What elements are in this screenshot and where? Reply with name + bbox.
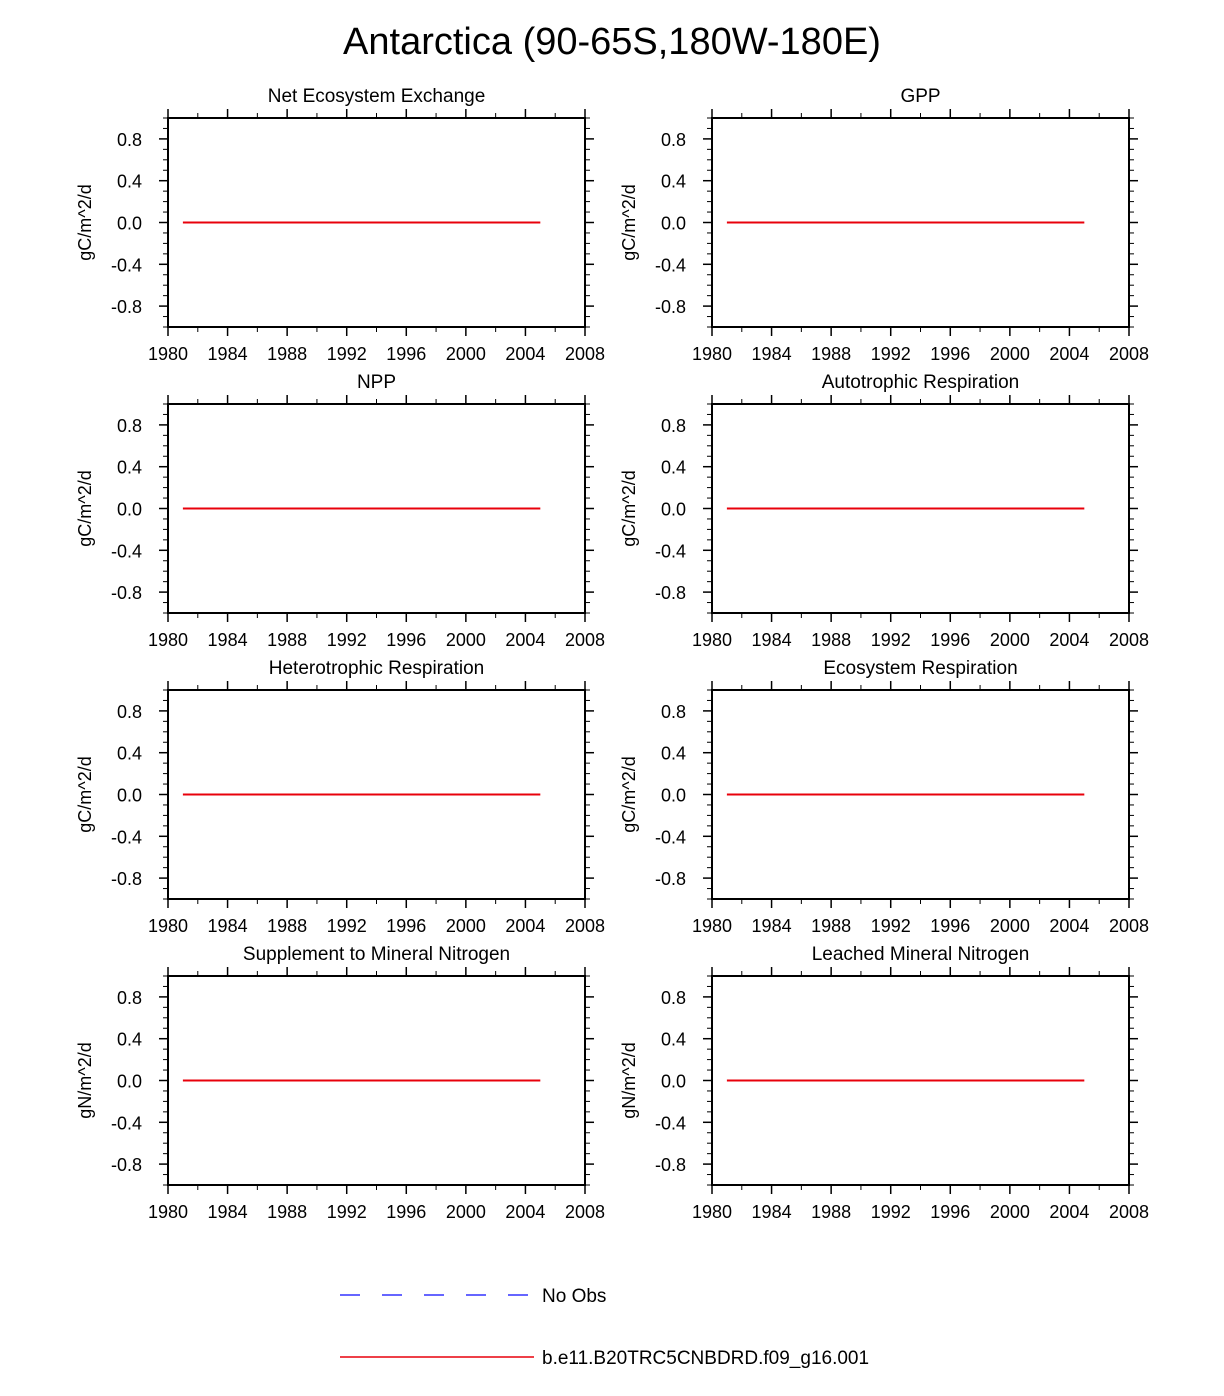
panels bbox=[75, 86, 1149, 1222]
x-tick-label: 1988 bbox=[267, 630, 308, 650]
y-axis-label: gC/m^2/d bbox=[619, 470, 639, 547]
panel-title: Ecosystem Respiration bbox=[823, 658, 1018, 679]
y-tick-label: 0.8 bbox=[660, 987, 686, 1008]
x-tick-label: 1980 bbox=[147, 1202, 189, 1222]
y-tick-label: 0.0 bbox=[660, 1071, 686, 1092]
y-axis-label: gC/m^2/d bbox=[619, 756, 639, 833]
y-tick-label: 0.4 bbox=[660, 457, 686, 478]
x-tick-label: 1980 bbox=[691, 630, 733, 650]
x-tick-label: 1980 bbox=[691, 344, 733, 364]
panel-title: NPP bbox=[356, 372, 397, 393]
x-tick-label: 1984 bbox=[751, 630, 792, 650]
x-tick-label: 2000 bbox=[445, 630, 486, 650]
panel-5 bbox=[75, 658, 605, 936]
x-tick-label: 1984 bbox=[751, 916, 792, 936]
panel-3 bbox=[75, 372, 605, 650]
x-tick-label: 1992 bbox=[870, 1202, 911, 1222]
panel-6 bbox=[619, 658, 1149, 936]
x-tick-label: 2000 bbox=[989, 1202, 1030, 1222]
panel-7 bbox=[75, 944, 605, 1222]
x-tick-label: 1992 bbox=[326, 630, 367, 650]
y-tick-label: -0.8 bbox=[654, 869, 686, 890]
x-tick-label: 1980 bbox=[691, 916, 733, 936]
x-tick-label: 1988 bbox=[811, 1202, 852, 1222]
y-tick-label: -0.8 bbox=[110, 1155, 142, 1176]
y-axis-label: gC/m^2/d bbox=[75, 470, 95, 547]
x-tick-label: 1984 bbox=[207, 916, 248, 936]
y-tick-label: 0.8 bbox=[660, 129, 686, 150]
y-tick-label: 0.0 bbox=[116, 785, 142, 806]
x-tick-label: 2000 bbox=[445, 1202, 486, 1222]
x-tick-label: 1992 bbox=[326, 344, 367, 364]
y-tick-label: -0.8 bbox=[654, 1155, 686, 1176]
x-tick-label: 2008 bbox=[564, 344, 606, 364]
panel-8 bbox=[619, 944, 1149, 1222]
x-tick-label: 1996 bbox=[930, 1202, 971, 1222]
x-tick-label: 1984 bbox=[207, 1202, 248, 1222]
x-tick-label: 2008 bbox=[1108, 344, 1150, 364]
y-tick-label: 0.4 bbox=[660, 743, 686, 764]
x-tick-label: 1984 bbox=[751, 1202, 792, 1222]
panel-title: Supplement to Mineral Nitrogen bbox=[242, 944, 511, 965]
x-tick-label: 1992 bbox=[326, 916, 367, 936]
x-tick-label: 2008 bbox=[564, 916, 606, 936]
y-tick-label: 0.0 bbox=[116, 213, 142, 234]
y-tick-label: -0.8 bbox=[110, 869, 142, 890]
y-tick-label: 0.8 bbox=[116, 415, 142, 436]
x-tick-label: 1980 bbox=[147, 916, 189, 936]
y-tick-label: 0.4 bbox=[660, 1029, 686, 1050]
y-tick-label: 0.8 bbox=[660, 415, 686, 436]
x-tick-label: 1996 bbox=[386, 344, 427, 364]
x-tick-label: 1996 bbox=[930, 344, 971, 364]
y-axis-label: gC/m^2/d bbox=[75, 184, 95, 261]
x-tick-label: 1996 bbox=[930, 630, 971, 650]
x-tick-label: 1988 bbox=[811, 916, 852, 936]
x-tick-label: 2000 bbox=[445, 916, 486, 936]
y-tick-label: 0.8 bbox=[116, 701, 142, 722]
x-tick-label: 1988 bbox=[267, 916, 308, 936]
panel-1 bbox=[75, 86, 605, 364]
x-tick-label: 1988 bbox=[811, 344, 852, 364]
x-tick-label: 1988 bbox=[267, 344, 308, 364]
x-tick-label: 1992 bbox=[870, 344, 911, 364]
x-tick-label: 1988 bbox=[267, 1202, 308, 1222]
legend-no-obs-label: No Obs bbox=[542, 1286, 607, 1307]
x-tick-label: 2004 bbox=[505, 1202, 546, 1222]
x-tick-label: 1996 bbox=[386, 1202, 427, 1222]
x-tick-label: 1996 bbox=[386, 916, 427, 936]
x-tick-label: 2004 bbox=[505, 630, 546, 650]
y-axis-label: gC/m^2/d bbox=[75, 756, 95, 833]
y-tick-label: -0.8 bbox=[654, 297, 686, 318]
x-tick-label: 1992 bbox=[870, 916, 911, 936]
y-tick-label: 0.4 bbox=[660, 171, 686, 192]
panel-2 bbox=[619, 86, 1149, 364]
x-tick-label: 2004 bbox=[1049, 630, 1090, 650]
y-tick-label: 0.0 bbox=[116, 1071, 142, 1092]
panel-4 bbox=[619, 372, 1149, 650]
legend bbox=[340, 1286, 869, 1369]
x-tick-label: 2004 bbox=[505, 344, 546, 364]
panel-title: Leached Mineral Nitrogen bbox=[811, 944, 1030, 965]
y-tick-label: -0.4 bbox=[110, 1113, 142, 1134]
x-tick-label: 2000 bbox=[989, 630, 1030, 650]
y-tick-label: -0.4 bbox=[654, 827, 686, 848]
x-tick-label: 1980 bbox=[147, 344, 189, 364]
x-tick-label: 1996 bbox=[386, 630, 427, 650]
y-tick-label: 0.0 bbox=[660, 499, 686, 520]
figure-title: Antarctica (90-65S,180W-180E) bbox=[343, 21, 881, 63]
y-tick-label: 0.8 bbox=[116, 987, 142, 1008]
y-tick-label: 0.0 bbox=[660, 213, 686, 234]
x-tick-label: 2008 bbox=[564, 630, 606, 650]
y-tick-label: -0.4 bbox=[654, 255, 686, 276]
x-tick-label: 2008 bbox=[564, 1202, 606, 1222]
y-tick-label: -0.8 bbox=[654, 583, 686, 604]
y-tick-label: -0.4 bbox=[654, 1113, 686, 1134]
y-tick-label: 0.4 bbox=[116, 1029, 142, 1050]
x-tick-label: 1988 bbox=[811, 630, 852, 650]
x-tick-label: 1996 bbox=[930, 916, 971, 936]
x-tick-label: 2004 bbox=[1049, 1202, 1090, 1222]
x-tick-label: 1980 bbox=[147, 630, 189, 650]
panel-title: Net Ecosystem Exchange bbox=[267, 86, 486, 107]
x-tick-label: 1984 bbox=[207, 344, 248, 364]
y-tick-label: 0.4 bbox=[116, 457, 142, 478]
y-tick-label: 0.4 bbox=[116, 743, 142, 764]
legend-model-label: b.e11.B20TRC5CNBDRD.f09_g16.001 bbox=[542, 1348, 870, 1369]
x-tick-label: 2000 bbox=[989, 344, 1030, 364]
x-tick-label: 2004 bbox=[505, 916, 546, 936]
y-tick-label: -0.4 bbox=[110, 541, 142, 562]
x-tick-label: 2008 bbox=[1108, 1202, 1150, 1222]
y-tick-label: -0.8 bbox=[110, 297, 142, 318]
x-tick-label: 1992 bbox=[326, 1202, 367, 1222]
x-tick-label: 2008 bbox=[1108, 630, 1150, 650]
y-tick-label: 0.4 bbox=[116, 171, 142, 192]
y-tick-label: 0.0 bbox=[116, 499, 142, 520]
y-tick-label: -0.8 bbox=[110, 583, 142, 604]
y-axis-label: gN/m^2/d bbox=[619, 1042, 639, 1119]
y-axis-label: gC/m^2/d bbox=[619, 184, 639, 261]
y-tick-label: -0.4 bbox=[110, 255, 142, 276]
y-tick-label: -0.4 bbox=[110, 827, 142, 848]
y-tick-label: 0.0 bbox=[660, 785, 686, 806]
x-tick-label: 1984 bbox=[207, 630, 248, 650]
x-tick-label: 1984 bbox=[751, 344, 792, 364]
panel-title: Heterotrophic Respiration bbox=[268, 658, 485, 679]
x-tick-label: 2004 bbox=[1049, 916, 1090, 936]
panel-title: GPP bbox=[900, 86, 941, 107]
x-tick-label: 2000 bbox=[989, 916, 1030, 936]
x-tick-label: 2008 bbox=[1108, 916, 1150, 936]
panel-title: Autotrophic Respiration bbox=[821, 372, 1020, 393]
y-tick-label: 0.8 bbox=[660, 701, 686, 722]
y-tick-label: 0.8 bbox=[116, 129, 142, 150]
x-tick-label: 1992 bbox=[870, 630, 911, 650]
x-tick-label: 2000 bbox=[445, 344, 486, 364]
x-tick-label: 2004 bbox=[1049, 344, 1090, 364]
y-axis-label: gN/m^2/d bbox=[75, 1042, 95, 1119]
x-tick-label: 1980 bbox=[691, 1202, 733, 1222]
y-tick-label: -0.4 bbox=[654, 541, 686, 562]
